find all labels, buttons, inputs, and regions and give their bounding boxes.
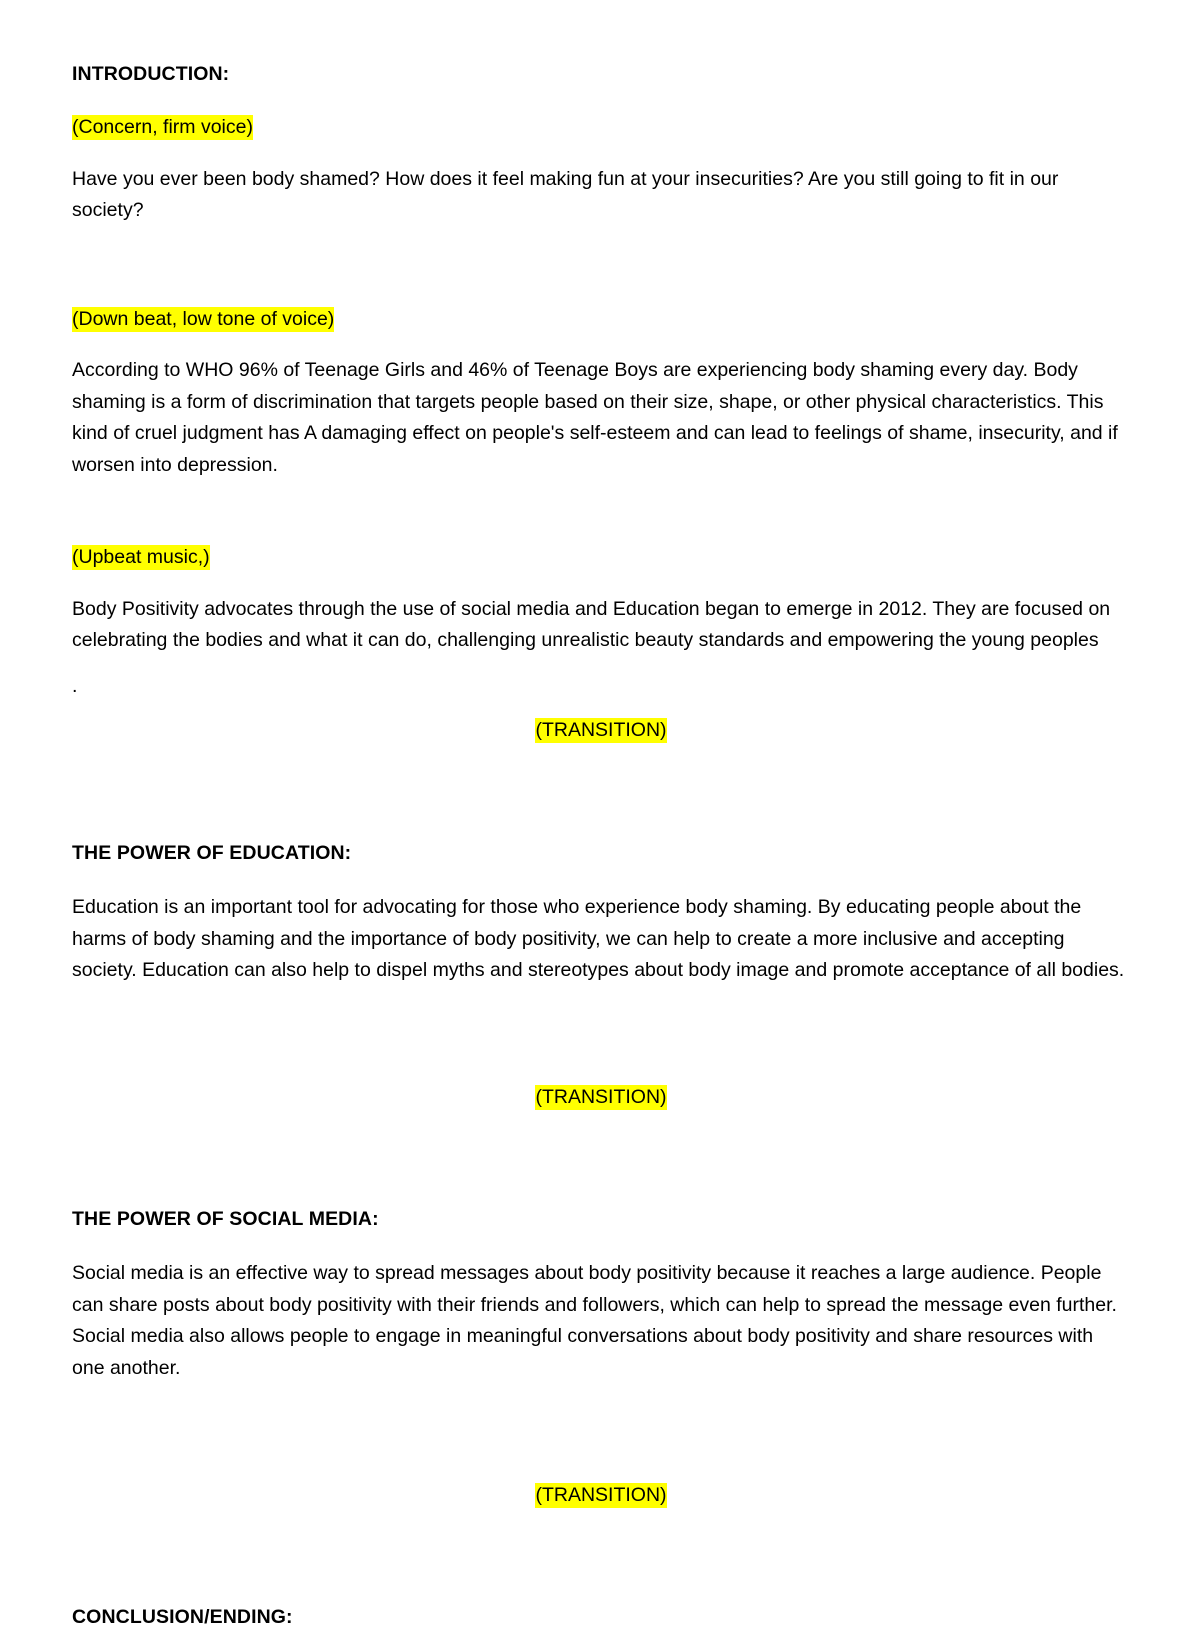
trailing-period: . [72, 674, 78, 697]
voice-cue-upbeat-music-text: (Upbeat music,) [72, 546, 210, 569]
spacer [72, 702, 1130, 716]
transition-marker-2 [72, 1083, 1130, 1111]
spacer [72, 227, 1130, 305]
voice-cue-concern [72, 113, 1130, 141]
section-heading-conclusion: CONCLUSION/ENDING: [72, 1605, 293, 1628]
transition-marker-1 [72, 716, 1130, 744]
paragraph-power-of-social-media: Social media is an effective way to spread messages about body positivity because it reaches a large audience. People can share posts about body positivity with their friends and followers, which can help to spread the message even further. Social media also allows people to engage in meaningful conversations about body positivity and share resources with one another. [72, 1262, 1117, 1380]
document-body [72, 62, 1130, 1630]
spacer [72, 987, 1130, 1083]
section-heading-introduction: INTRODUCTION: [72, 63, 230, 85]
voice-cue-down-beat [72, 305, 1130, 333]
paragraph-statistics: According to WHO 96% of Teenage Girls and 46% of Teenage Boys are experiencing body shaming every day. Body shaming is a form of discrimination that targets people based on their size, shape, or other physical characteristics. This kind of cruel judgment has A damaging effect on people's self-esteem and can lead to feelings of shame, insecurity, and if worsen into depression. [72, 359, 1118, 476]
transition-marker-3 [72, 1481, 1130, 1509]
voice-cue-down-beat-text: (Down beat, low tone of voice) [72, 307, 335, 330]
spacer [72, 1385, 1130, 1481]
voice-cue-upbeat-music [72, 543, 1130, 571]
spacer [72, 657, 1130, 671]
spacer [72, 1111, 1130, 1207]
transition-marker-3-text: (TRANSITION) [535, 1483, 667, 1506]
section-heading-power-of-education: THE POWER OF EDUCATION: [72, 841, 352, 864]
voice-cue-concern-text: (Concern, firm voice) [72, 116, 253, 139]
spacer [72, 1509, 1130, 1605]
spacer [72, 481, 1130, 543]
transition-marker-2-text: (TRANSITION) [535, 1085, 667, 1108]
paragraph-body-positivity: Body Positivity advocates through the use of social media and Education began to emerge in 2012. They are focused on celebrating the bodies and what it can do, challenging unrealistic beauty standards and empowering the young peoples [72, 597, 1111, 652]
spacer [72, 745, 1130, 841]
transition-marker-1-text: (TRANSITION) [535, 719, 667, 742]
section-heading-power-of-social-media: THE POWER OF SOCIAL MEDIA: [72, 1207, 379, 1230]
paragraph-power-of-education: Education is an important tool for advocating for those who experience body shaming. By educating people about the harms of body shaming and the importance of body positivity, we can help to create a more inclusive and accepting society. Education can also help to dispel myths and stereotypes about body image and promote acceptance of all bodies. [72, 895, 1125, 982]
paragraph-introduction: Have you ever been body shamed? How does it feel making fun at your insecurities? Are you still going to fit in our society? [72, 167, 1059, 222]
